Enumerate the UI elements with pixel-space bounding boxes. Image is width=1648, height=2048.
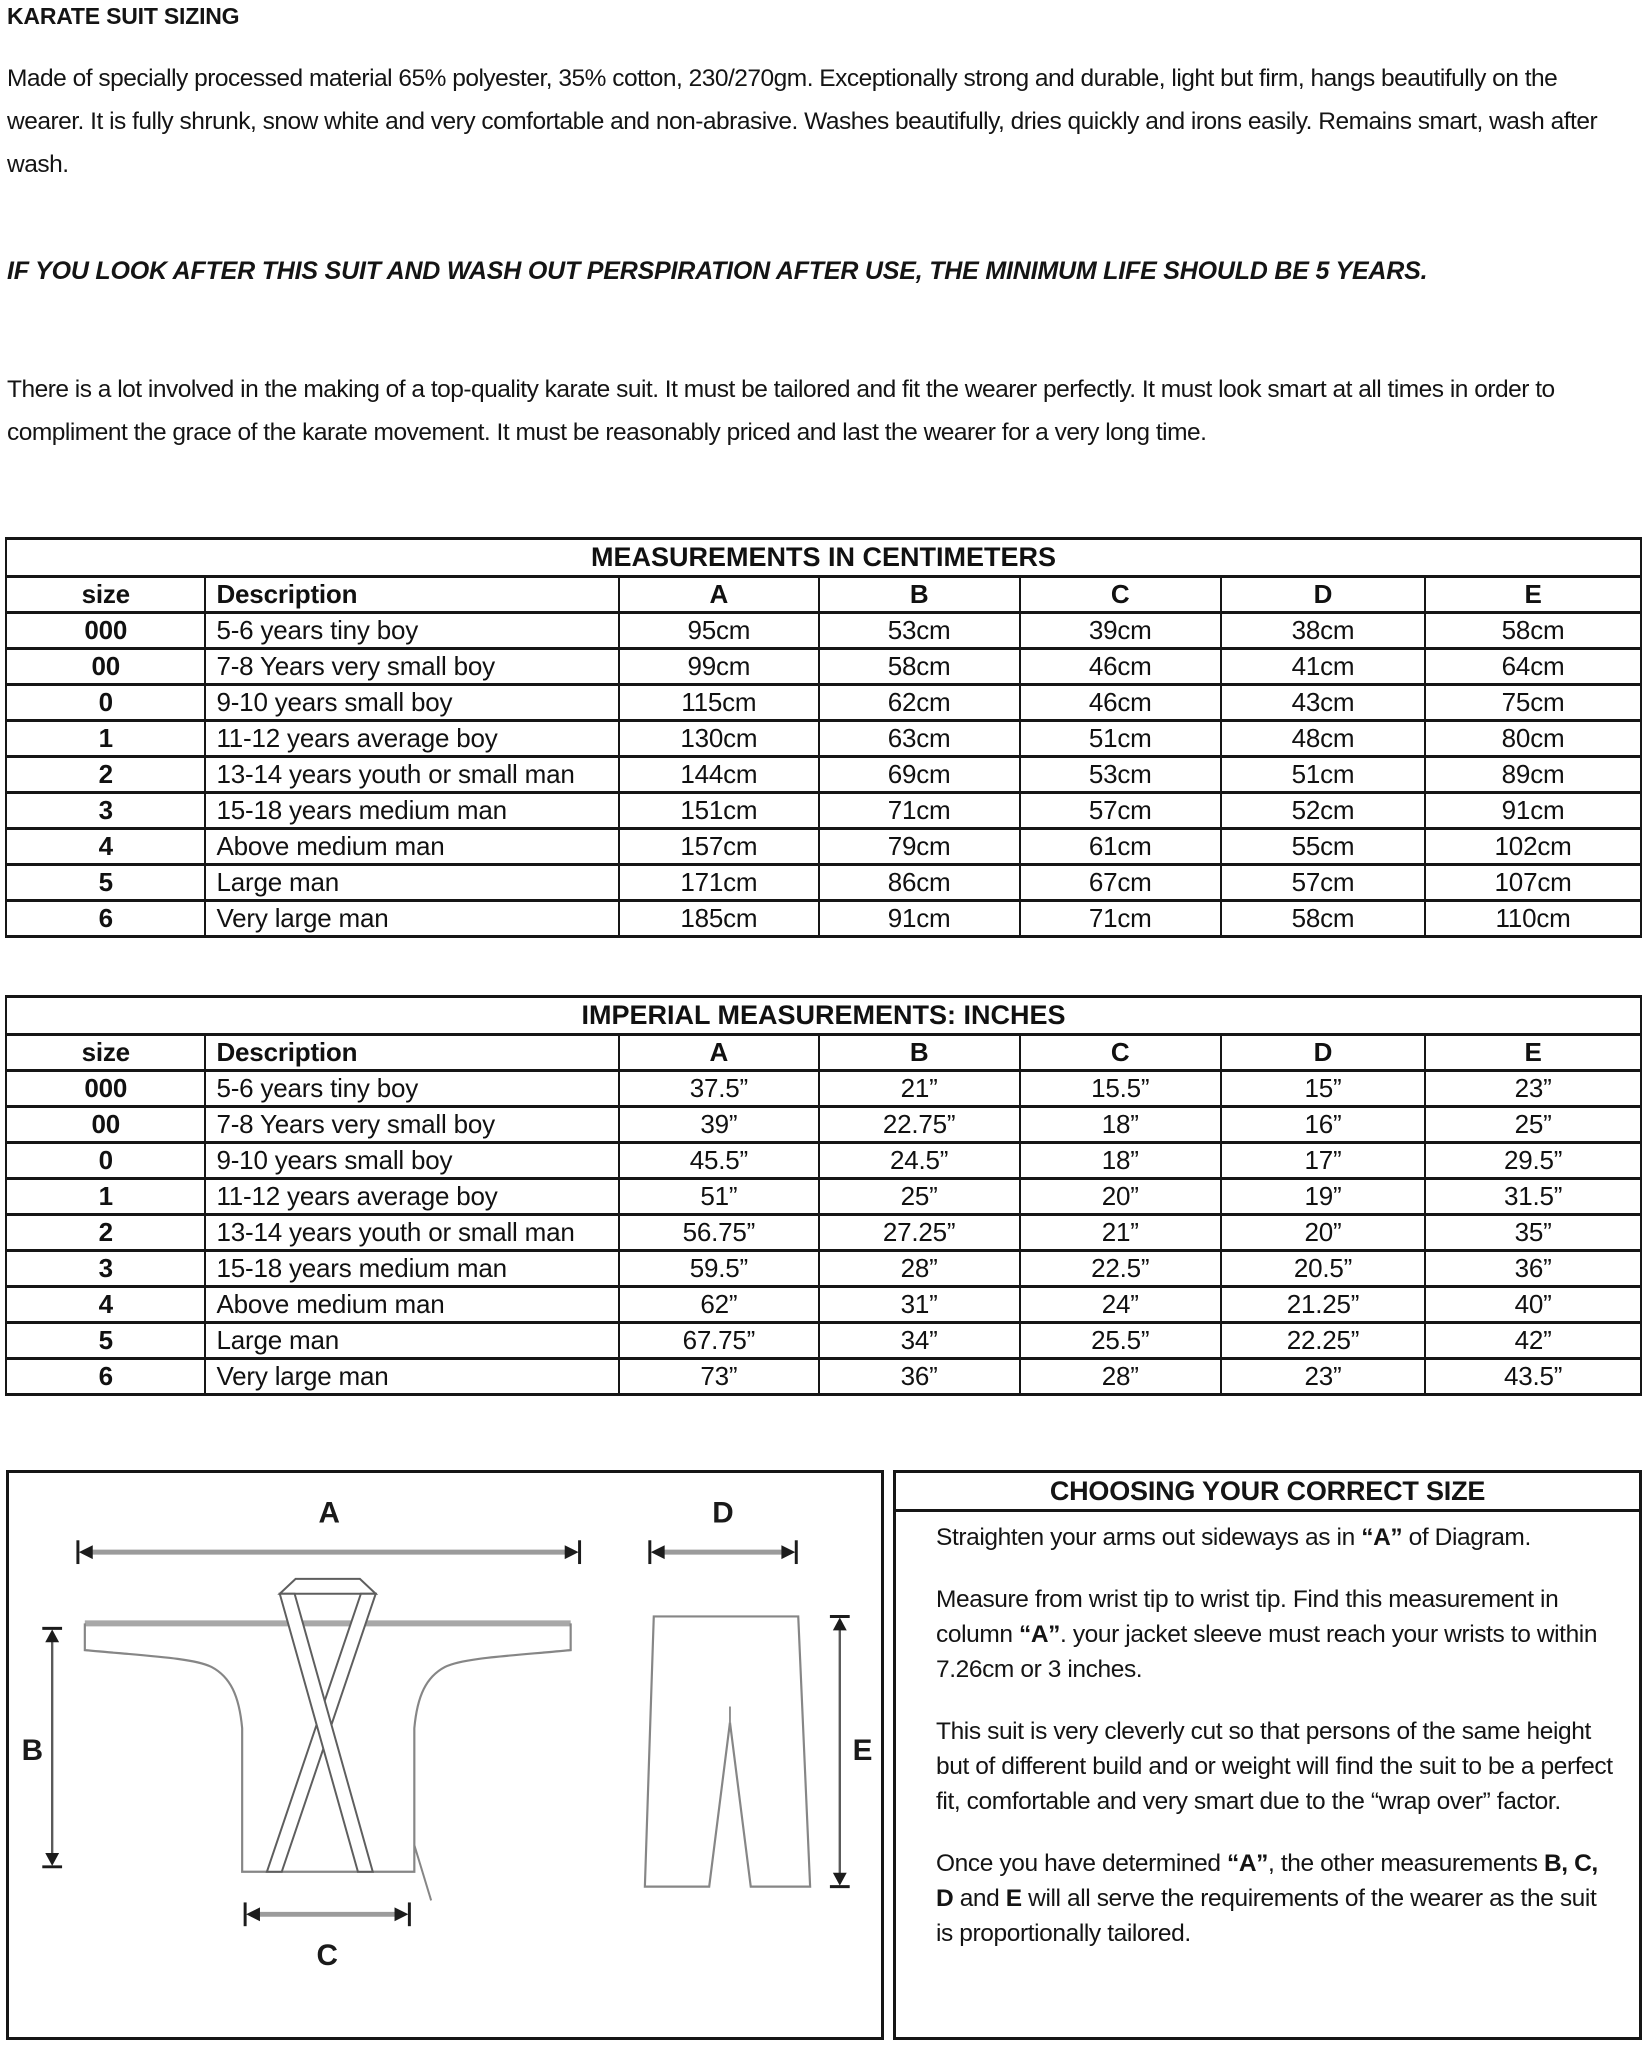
column-header-description: Description [205, 1035, 619, 1071]
size-cell: 0 [6, 685, 205, 721]
measurement-cell: 86cm [819, 865, 1020, 901]
jacket-belt-tie [414, 1845, 431, 1900]
measurement-cell: 27.25” [819, 1215, 1020, 1251]
table-row [6, 1071, 1641, 1107]
table-row [6, 901, 1641, 937]
measurement-cell: 18” [1020, 1107, 1221, 1143]
plain-text: . your jacket sleeve must reach your wrists to within 7.26cm or 3 inches. [936, 1621, 1598, 1683]
measurement-cell: 24.5” [819, 1143, 1020, 1179]
table-row [6, 793, 1641, 829]
measurement-cell: 99cm [619, 649, 818, 685]
page-title: KARATE SUIT SIZING [7, 3, 240, 29]
measurement-arrow-b [22, 1628, 62, 1866]
table-row [6, 1215, 1641, 1251]
measurement-cell: 58cm [1221, 901, 1425, 937]
measurement-cell: 53cm [819, 613, 1020, 649]
size-cell: 1 [6, 721, 205, 757]
size-cell: 5 [6, 1323, 205, 1359]
table-row [6, 757, 1641, 793]
size-cell: 2 [6, 757, 205, 793]
karate-suit-diagram [9, 1473, 881, 2037]
table-header-row [6, 577, 1641, 613]
column-header-e: E [1425, 577, 1641, 613]
description-cell: 15-18 years medium man [205, 793, 619, 829]
measurement-cell: 102cm [1425, 829, 1641, 865]
measurement-cell: 62” [619, 1287, 818, 1323]
plain-text: This suit is very cleverly cut so that persons of the same height but of different build and or weight will find the suit to be a perfect fit, comfortable and very smart due to the “wrap over” factor. [936, 1718, 1613, 1815]
measurement-cell: 23” [1425, 1071, 1641, 1107]
measurement-arrow-d [650, 1496, 796, 1564]
size-cell: 000 [6, 1071, 205, 1107]
measurement-cell: 17” [1221, 1143, 1425, 1179]
measurement-cell: 21.25” [1221, 1287, 1425, 1323]
measurement-cell: 71cm [819, 793, 1020, 829]
size-cell: 4 [6, 829, 205, 865]
quality-paragraph: There is a lot involved in the making of a top-quality karate suit. It must be tailored and fit the wearer perfectly. It must look smart at all times in order to compliment the grace of the karate movement. It must be reasonably priced and last the wearer for a very long time. [7, 376, 1555, 446]
column-header-a: A [619, 577, 818, 613]
measurement-cell: 151cm [619, 793, 818, 829]
label-a: A [318, 1496, 340, 1530]
table-title: MEASUREMENTS IN CENTIMETERS [6, 539, 1641, 577]
measurement-cell: 18” [1020, 1143, 1221, 1179]
measurement-cell: 21” [1020, 1215, 1221, 1251]
choosing-paragraph [936, 1520, 1617, 1555]
emphasis-text: “A” [1227, 1850, 1268, 1877]
measurement-cell: 51cm [1020, 721, 1221, 757]
measurement-cell: 20” [1221, 1215, 1425, 1251]
column-header-description: Description [205, 577, 619, 613]
measurement-cell: 75cm [1425, 685, 1641, 721]
measurement-cell: 22.25” [1221, 1323, 1425, 1359]
size-cell: 4 [6, 1287, 205, 1323]
measurement-cell: 25” [819, 1179, 1020, 1215]
measurement-cell: 28” [819, 1251, 1020, 1287]
measurement-cell: 31” [819, 1287, 1020, 1323]
measurement-arrow-c [245, 1902, 409, 1971]
table-row [6, 649, 1641, 685]
size-cell: 6 [6, 1359, 205, 1395]
plain-text: will all serve the requirements of the wearer as the suit is proportionally tailored. [936, 1885, 1597, 1947]
measurement-cell: 157cm [619, 829, 818, 865]
measurement-cell: 23” [1221, 1359, 1425, 1395]
measurement-arrow-a [78, 1496, 580, 1564]
measurement-cell: 28” [1020, 1359, 1221, 1395]
measurement-cell: 171cm [619, 865, 818, 901]
description-cell: 5-6 years tiny boy [205, 613, 619, 649]
jacket-drawing [85, 1579, 571, 1901]
plain-text: Measure from wrist tip to wrist tip. Find this measurement in column [936, 1586, 1559, 1648]
table-row [6, 865, 1641, 901]
description-cell: Very large man [205, 1359, 619, 1395]
table-row [6, 1287, 1641, 1323]
column-header-b: B [819, 1035, 1020, 1071]
measurement-cell: 115cm [619, 685, 818, 721]
measurement-cell: 36” [1425, 1251, 1641, 1287]
measurement-cell: 43.5” [1425, 1359, 1641, 1395]
measurement-cell: 56.75” [619, 1215, 818, 1251]
choosing-size-panel [893, 1470, 1642, 2040]
measurement-cell: 25” [1425, 1107, 1641, 1143]
label-c: C [316, 1938, 338, 1972]
measurement-cell: 69cm [819, 757, 1020, 793]
table-title-row [6, 997, 1641, 1035]
jacket-collar-back [280, 1579, 376, 1594]
measurement-cell: 15” [1221, 1071, 1425, 1107]
measurement-cell: 64cm [1425, 649, 1641, 685]
measurement-cell: 107cm [1425, 865, 1641, 901]
choosing-paragraph [936, 1846, 1617, 1951]
measurement-cell: 91cm [1425, 793, 1641, 829]
size-diagram-panel [6, 1470, 884, 2040]
table-title-row [6, 539, 1641, 577]
size-cell: 1 [6, 1179, 205, 1215]
measurement-cell: 22.5” [1020, 1251, 1221, 1287]
description-cell: 9-10 years small boy [205, 1143, 619, 1179]
care-note: IF YOU LOOK AFTER THIS SUIT AND WASH OUT PERSPIRATION AFTER USE, THE MINIMUM LIFE SHOULD BE 5 YEARS. [7, 257, 1428, 285]
description-cell: Above medium man [205, 1287, 619, 1323]
measurement-cell: 37.5” [619, 1071, 818, 1107]
measurement-cell: 57cm [1020, 793, 1221, 829]
emphasis-text: B, C, D [936, 1850, 1598, 1912]
column-header-e: E [1425, 1035, 1641, 1071]
label-e: E [852, 1733, 873, 1767]
table-row [6, 685, 1641, 721]
measurement-cell: 31.5” [1425, 1179, 1641, 1215]
measurement-cell: 34” [819, 1323, 1020, 1359]
measurement-cell: 38cm [1221, 613, 1425, 649]
description-cell: 13-14 years youth or small man [205, 757, 619, 793]
measurement-cell: 53cm [1020, 757, 1221, 793]
measurement-cell: 58cm [819, 649, 1020, 685]
column-header-a: A [619, 1035, 818, 1071]
description-cell: Large man [205, 1323, 619, 1359]
plain-text: of Diagram. [1402, 1524, 1531, 1551]
column-header-d: D [1221, 1035, 1425, 1071]
metric-measurements-table [5, 537, 1642, 938]
trousers-outline [645, 1616, 810, 1886]
measurement-cell: 61cm [1020, 829, 1221, 865]
measurement-cell: 40” [1425, 1287, 1641, 1323]
measurement-cell: 39cm [1020, 613, 1221, 649]
measurement-cell: 79cm [819, 829, 1020, 865]
table-header-row [6, 1035, 1641, 1071]
measurement-cell: 185cm [619, 901, 818, 937]
measurement-cell: 52cm [1221, 793, 1425, 829]
size-cell: 0 [6, 1143, 205, 1179]
measurement-cell: 15.5” [1020, 1071, 1221, 1107]
table-row [6, 1323, 1641, 1359]
table-title: IMPERIAL MEASUREMENTS: INCHES [6, 997, 1641, 1035]
description-cell: 15-18 years medium man [205, 1251, 619, 1287]
measurement-cell: 63cm [819, 721, 1020, 757]
table-row [6, 721, 1641, 757]
table-row [6, 829, 1641, 865]
measurement-cell: 144cm [619, 757, 818, 793]
measurement-cell: 58cm [1425, 613, 1641, 649]
column-header-b: B [819, 577, 1020, 613]
column-header-d: D [1221, 577, 1425, 613]
description-cell: 13-14 years youth or small man [205, 1215, 619, 1251]
measurement-cell: 46cm [1020, 685, 1221, 721]
table-row [6, 613, 1641, 649]
measurement-cell: 46cm [1020, 649, 1221, 685]
measurement-cell: 62cm [819, 685, 1020, 721]
choosing-paragraph [936, 1582, 1617, 1687]
size-cell: 000 [6, 613, 205, 649]
description-cell: 11-12 years average boy [205, 1179, 619, 1215]
plain-text: and [953, 1885, 1006, 1912]
size-cell: 00 [6, 649, 205, 685]
size-cell: 3 [6, 793, 205, 829]
plain-text: , the other measurements [1268, 1850, 1544, 1877]
measurement-cell: 57cm [1221, 865, 1425, 901]
column-header-size: size [6, 1035, 205, 1071]
description-cell: 11-12 years average boy [205, 721, 619, 757]
measurement-cell: 16” [1221, 1107, 1425, 1143]
measurement-cell: 48cm [1221, 721, 1425, 757]
table-row [6, 1251, 1641, 1287]
size-cell: 3 [6, 1251, 205, 1287]
measurement-cell: 41cm [1221, 649, 1425, 685]
measurement-cell: 43cm [1221, 685, 1425, 721]
column-header-c: C [1020, 1035, 1221, 1071]
measurement-cell: 39” [619, 1107, 818, 1143]
table-row [6, 1179, 1641, 1215]
measurement-cell: 91cm [819, 901, 1020, 937]
emphasis-text: “A” [1361, 1524, 1403, 1551]
emphasis-text: E [1005, 1885, 1022, 1912]
description-cell: 7-8 Years very small boy [205, 1107, 619, 1143]
choosing-paragraph [936, 1714, 1617, 1819]
measurement-cell: 45.5” [619, 1143, 818, 1179]
measurement-cell: 24” [1020, 1287, 1221, 1323]
measurement-cell: 29.5” [1425, 1143, 1641, 1179]
measurement-cell: 59.5” [619, 1251, 818, 1287]
label-b: B [21, 1733, 44, 1767]
description-cell: 9-10 years small boy [205, 685, 619, 721]
measurement-cell: 80cm [1425, 721, 1641, 757]
measurement-cell: 71cm [1020, 901, 1221, 937]
description-cell: 7-8 Years very small boy [205, 649, 619, 685]
description-cell: Very large man [205, 901, 619, 937]
measurement-cell: 21” [819, 1071, 1020, 1107]
column-header-c: C [1020, 577, 1221, 613]
measurement-cell: 51” [619, 1179, 818, 1215]
measurement-cell: 67cm [1020, 865, 1221, 901]
measurement-cell: 51cm [1221, 757, 1425, 793]
table-row [6, 1143, 1641, 1179]
trousers-drawing [645, 1616, 810, 1886]
intro-paragraph: Made of specially processed material 65% polyester, 35% cotton, 230/270gm. Exceptionally strong and durable, light but firm, hangs beautifully on the wearer. It is fully shrunk, snow white and very comfortable and non-abrasive. Washes beautifully, dries quickly and irons easily. Remains smart, wash after wash. [7, 65, 1598, 178]
measurement-cell: 55cm [1221, 829, 1425, 865]
column-header-size: size [6, 577, 205, 613]
choosing-size-body [896, 1512, 1639, 1951]
measurement-cell: 35” [1425, 1215, 1641, 1251]
table-row [6, 1107, 1641, 1143]
size-cell: 2 [6, 1215, 205, 1251]
table-row [6, 1359, 1641, 1395]
measurement-cell: 20” [1020, 1179, 1221, 1215]
measurement-cell: 42” [1425, 1323, 1641, 1359]
plain-text: Straighten your arms out sideways as in [936, 1524, 1362, 1551]
size-cell: 6 [6, 901, 205, 937]
label-d: D [712, 1496, 734, 1530]
measurement-cell: 25.5” [1020, 1323, 1221, 1359]
measurement-cell: 67.75” [619, 1323, 818, 1359]
size-cell: 5 [6, 865, 205, 901]
measurement-cell: 73” [619, 1359, 818, 1395]
measurement-cell: 36” [819, 1359, 1020, 1395]
measurement-cell: 110cm [1425, 901, 1641, 937]
choosing-size-title: CHOOSING YOUR CORRECT SIZE [896, 1473, 1639, 1512]
measurement-cell: 130cm [619, 721, 818, 757]
measurement-cell: 95cm [619, 613, 818, 649]
description-cell: 5-6 years tiny boy [205, 1071, 619, 1107]
measurement-cell: 19” [1221, 1179, 1425, 1215]
measurement-cell: 89cm [1425, 757, 1641, 793]
description-cell: Large man [205, 865, 619, 901]
description-cell: Above medium man [205, 829, 619, 865]
measurement-cell: 20.5” [1221, 1251, 1425, 1287]
measurement-arrow-e [830, 1616, 873, 1886]
measurement-cell: 22.75” [819, 1107, 1020, 1143]
size-cell: 00 [6, 1107, 205, 1143]
emphasis-text: “A” [1019, 1621, 1060, 1648]
plain-text: Once you have determined [936, 1850, 1227, 1877]
imperial-measurements-table [5, 995, 1642, 1396]
